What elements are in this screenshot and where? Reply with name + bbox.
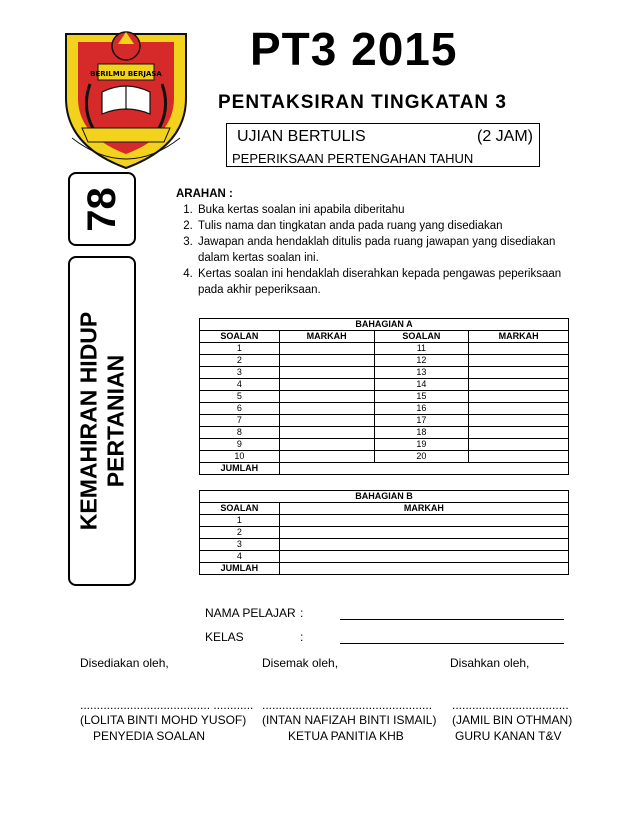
question-number: 2 bbox=[200, 355, 280, 367]
marks-cell[interactable] bbox=[469, 391, 569, 403]
school-logo bbox=[52, 20, 200, 172]
instruction-item: 3. Jawapan anda hendaklah ditulis pada ruang jawapan yang disediakan dalam kertas soalan ini. bbox=[196, 234, 576, 266]
question-number: 8 bbox=[200, 427, 280, 439]
checked-by-heading: Disemak oleh, bbox=[262, 656, 339, 670]
column-header: SOALAN bbox=[200, 331, 280, 343]
marks-cell[interactable] bbox=[469, 439, 569, 451]
marks-cell[interactable] bbox=[279, 439, 374, 451]
table-row bbox=[200, 355, 569, 367]
marks-table-section-a bbox=[199, 318, 569, 475]
table-row bbox=[200, 415, 569, 427]
instruction-item: 4. Kertas soalan ini hendaklah diserahkan kepada pengawas peperiksaan pada akhir peperiksaan. bbox=[196, 266, 576, 298]
table-row bbox=[200, 391, 569, 403]
marks-cell[interactable] bbox=[469, 379, 569, 391]
table-row bbox=[200, 367, 569, 379]
question-number: 19 bbox=[374, 439, 469, 451]
table-row bbox=[200, 515, 569, 527]
column-header: MARKAH bbox=[469, 331, 569, 343]
marks-cell[interactable] bbox=[279, 391, 374, 403]
marks-cell[interactable] bbox=[279, 527, 568, 539]
marks-cell[interactable] bbox=[279, 551, 568, 563]
approved-by-heading: Disahkan oleh, bbox=[450, 656, 530, 670]
column-header: SOALAN bbox=[374, 331, 469, 343]
table-row bbox=[200, 451, 569, 463]
column-header: MARKAH bbox=[279, 503, 568, 515]
subject-code: 78 bbox=[79, 186, 124, 232]
question-number: 2 bbox=[200, 527, 280, 539]
marks-cell[interactable] bbox=[279, 343, 374, 355]
table-row bbox=[200, 403, 569, 415]
checker-name: (INTAN NAFIZAH BINTI ISMAIL) bbox=[262, 713, 437, 727]
preparer-title: PENYEDIA SOALAN bbox=[93, 729, 206, 743]
table-title: BAHAGIAN A bbox=[200, 319, 569, 331]
marks-cell[interactable] bbox=[279, 367, 374, 379]
question-number: 3 bbox=[200, 367, 280, 379]
subject-name-line2: PERTANIAN bbox=[102, 354, 128, 488]
approver-title: GURU KANAN T&V bbox=[455, 729, 562, 743]
subject-name-box bbox=[68, 256, 136, 586]
total-marks-cell[interactable] bbox=[279, 463, 568, 475]
student-name-field[interactable] bbox=[340, 619, 564, 620]
column-header: MARKAH bbox=[279, 331, 374, 343]
subject-code-box bbox=[68, 172, 136, 246]
question-number: 7 bbox=[200, 415, 280, 427]
class-label: KELAS bbox=[205, 630, 244, 644]
table-row bbox=[200, 527, 569, 539]
marks-cell[interactable] bbox=[469, 427, 569, 439]
checker-title: KETUA PANITIA KHB bbox=[288, 729, 404, 743]
question-number: 4 bbox=[200, 379, 280, 391]
preparer-name: (LOLITA BINTI MOHD YUSOF) bbox=[80, 713, 247, 727]
question-number: 1 bbox=[200, 515, 280, 527]
total-marks-cell[interactable] bbox=[279, 563, 568, 575]
total-label: JUMLAH bbox=[200, 463, 280, 475]
student-name-label: NAMA PELAJAR bbox=[205, 606, 296, 620]
instruction-item: 2. Tulis nama dan tingkatan anda pada ruang yang disediakan bbox=[196, 218, 576, 234]
signature-line: ................................... bbox=[452, 698, 569, 712]
marks-cell[interactable] bbox=[279, 379, 374, 391]
signature-line: ....................................... ............ bbox=[80, 698, 254, 712]
subject-name-line1: KEMAHIRAN HIDUP bbox=[75, 311, 101, 531]
question-number: 18 bbox=[374, 427, 469, 439]
question-number: 1 bbox=[200, 343, 280, 355]
question-number: 14 bbox=[374, 379, 469, 391]
instructions bbox=[176, 186, 576, 298]
marks-cell[interactable] bbox=[469, 415, 569, 427]
marks-cell[interactable] bbox=[469, 451, 569, 463]
table-row bbox=[200, 539, 569, 551]
table-row bbox=[200, 439, 569, 451]
question-number: 5 bbox=[200, 391, 280, 403]
page-subtitle: PENTAKSIRAN TINGKATAN 3 bbox=[218, 92, 507, 113]
question-number: 10 bbox=[200, 451, 280, 463]
question-number: 12 bbox=[374, 355, 469, 367]
table-row bbox=[200, 427, 569, 439]
marks-cell[interactable] bbox=[469, 343, 569, 355]
signature-line: ................................................... bbox=[262, 698, 433, 712]
marks-cell[interactable] bbox=[279, 539, 568, 551]
question-number: 20 bbox=[374, 451, 469, 463]
approver-name: (JAMIL BIN OTHMAN) bbox=[452, 713, 573, 727]
instruction-item: 1. Buka kertas soalan ini apabila diberitahu bbox=[196, 202, 576, 218]
marks-cell[interactable] bbox=[279, 451, 374, 463]
question-number: 4 bbox=[200, 551, 280, 563]
marks-cell[interactable] bbox=[469, 367, 569, 379]
logo-motto: BERILMU BERJASA bbox=[90, 70, 162, 78]
question-number: 16 bbox=[374, 403, 469, 415]
marks-cell[interactable] bbox=[469, 403, 569, 415]
marks-cell[interactable] bbox=[279, 403, 374, 415]
marks-cell[interactable] bbox=[469, 355, 569, 367]
question-number: 6 bbox=[200, 403, 280, 415]
marks-cell[interactable] bbox=[279, 415, 374, 427]
table-row bbox=[200, 379, 569, 391]
marks-cell[interactable] bbox=[279, 427, 374, 439]
question-number: 3 bbox=[200, 539, 280, 551]
colon: : bbox=[300, 630, 304, 644]
prepared-by-heading: Disediakan oleh, bbox=[80, 656, 169, 670]
question-number: 17 bbox=[374, 415, 469, 427]
question-number: 9 bbox=[200, 439, 280, 451]
exam-duration: (2 JAM) bbox=[477, 128, 533, 145]
table-row bbox=[200, 551, 569, 563]
colon: : bbox=[300, 606, 304, 620]
question-number: 13 bbox=[374, 367, 469, 379]
table-row bbox=[200, 343, 569, 355]
page-title: PT3 2015 bbox=[250, 23, 458, 75]
marks-cell[interactable] bbox=[279, 515, 568, 527]
total-label: JUMLAH bbox=[200, 563, 280, 575]
instructions-heading: ARAHAN : bbox=[176, 188, 233, 200]
exam-session: PEPERIKSAAN PERTENGAHAN TAHUN bbox=[232, 151, 474, 166]
marks-cell[interactable] bbox=[279, 355, 374, 367]
question-number: 15 bbox=[374, 391, 469, 403]
table-title: BAHAGIAN B bbox=[200, 491, 569, 503]
exam-type: UJIAN BERTULIS bbox=[237, 128, 366, 145]
class-field[interactable] bbox=[340, 643, 564, 644]
column-header: SOALAN bbox=[200, 503, 280, 515]
question-number: 11 bbox=[374, 343, 469, 355]
marks-table-section-b bbox=[199, 490, 569, 575]
